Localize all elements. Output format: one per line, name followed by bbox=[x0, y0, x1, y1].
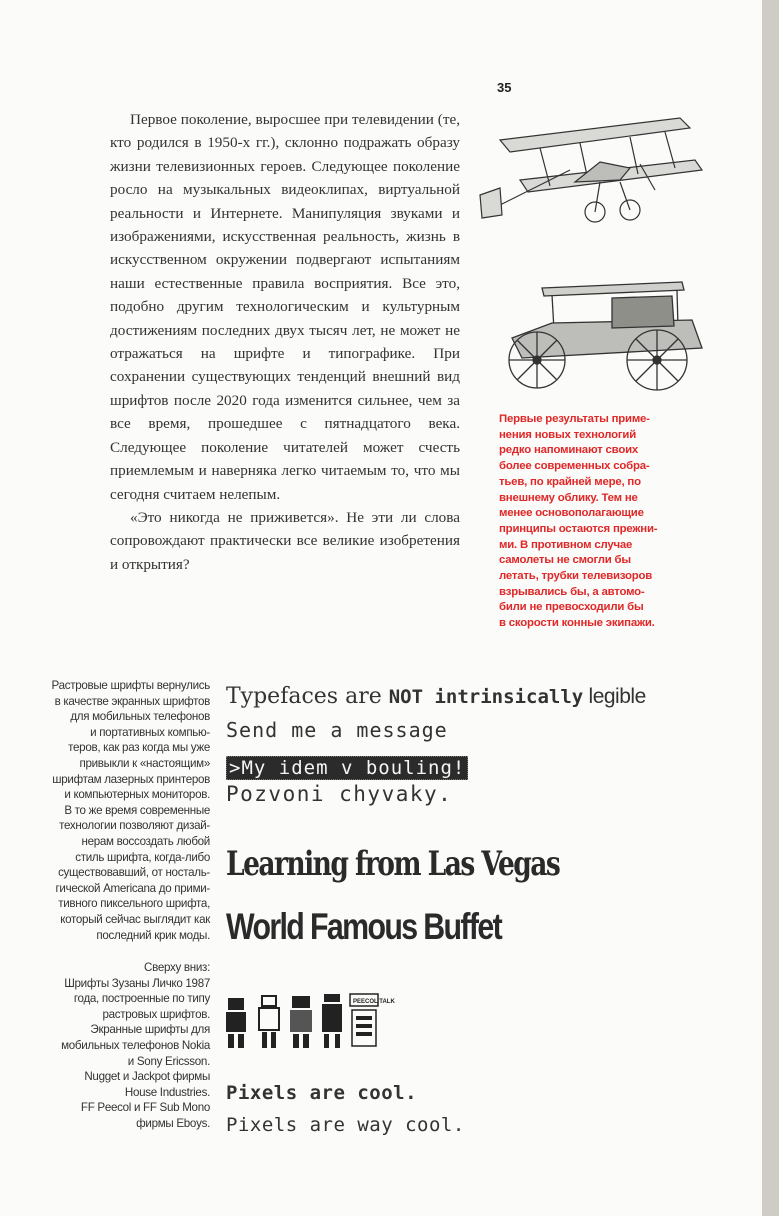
red-caption-line: внешнему облику. Тем не bbox=[499, 491, 638, 504]
caption-line: нерам воссоздать любой bbox=[81, 834, 210, 848]
red-caption-line: Первые результаты приме- bbox=[499, 413, 650, 425]
caption-line: привыкли к «настоящим» bbox=[79, 756, 210, 770]
red-caption-line: ми. В противном случае bbox=[499, 538, 633, 551]
red-caption-line: самолеты не смогли бы bbox=[499, 554, 631, 567]
bitmap-fonts-caption bbox=[20, 678, 210, 943]
body-paragraph-2: «Это никогда не приживется». Не эти ли слова сопровождают практически все великие изобретения и открытия? bbox=[110, 508, 460, 573]
page-spine-edge bbox=[762, 0, 779, 1216]
red-caption-line: взрывались бы, а автомо- bbox=[499, 585, 645, 598]
body-paragraph-1: Первое поколение, выросшее при телевидении (те, кто родился в 1950-х гг.), склонно подражать образу жизни телевизионных героев. Следующее поколение росло на музыкальных видеоклипах, виртуальной реальности и Интернете. Манипуляция звуками и изображениями, искусственная реальность, жизнь в искусственном окружении подвергают испытаниям наши естественные правила восприятия. Все это, подобно другим технологическим и культурным достижениям последних двух тысяч лет, не может не отражаться на шрифте и типографике. При сохранении существующих тенденций внешний вид шрифтов после 2020 года изменится сильнее, чем за все время, прошедшее с пятнадцатого века. Следующее поколение читателей может счесть приемлемым и наверняка легко читаемым то, что мы сегодня считаем нелепым. bbox=[110, 111, 460, 503]
red-caption-line: редко напоминают своих bbox=[499, 444, 639, 457]
caption-line: фирмы Eboys. bbox=[136, 1116, 210, 1130]
red-caption-line: более современных собра- bbox=[499, 460, 650, 473]
red-caption-line: менее основополагающие bbox=[499, 507, 644, 520]
sample-pixels-way-cool: Pixels are way cool. bbox=[226, 1114, 465, 1136]
caption-line: тивного пиксельного шрифта, bbox=[58, 897, 210, 911]
sample-text-part: legible bbox=[583, 685, 646, 708]
biplane-illustration bbox=[480, 100, 720, 240]
caption-line: и компьютерных мониторов. bbox=[64, 788, 210, 802]
typeface-credits-caption bbox=[20, 960, 210, 1132]
caption-line: и портативных компью- bbox=[90, 725, 210, 739]
antique-car-illustration bbox=[492, 268, 712, 398]
caption-line: Экранные шрифты для bbox=[90, 1023, 210, 1037]
sample-pozvoni: Pozvoni chyvaky. bbox=[226, 782, 453, 806]
caption-line: который сейчас выглядит как bbox=[60, 912, 210, 926]
sample-typefaces-legible bbox=[226, 684, 646, 709]
caption-line: года, построенные по типу bbox=[73, 992, 210, 1006]
caption-line: Сверху вниз: bbox=[144, 961, 210, 974]
caption-line: Nugget и Jackpot фирмы bbox=[84, 1070, 210, 1084]
sample-famous-buffet: World Famous Buffet bbox=[226, 906, 502, 947]
red-caption-line: били не превосходили бы bbox=[499, 601, 644, 614]
sample-inverted-bitmap: >My idem v bouling! bbox=[226, 756, 468, 780]
caption-line: растровых шрифтов. bbox=[102, 1007, 210, 1021]
caption-line: гической Americana до прими- bbox=[55, 881, 210, 895]
red-caption-line: тьев, по крайней мере, по bbox=[499, 475, 641, 488]
caption-line: стиль шрифта, когда-либо bbox=[75, 850, 210, 864]
sample-pixels-cool: Pixels are cool. bbox=[226, 1082, 418, 1104]
sample-send-message: Send me a message bbox=[226, 718, 448, 742]
red-caption-line: летать, трубки телевизоров bbox=[499, 570, 653, 583]
pixel-robots-illustration bbox=[226, 994, 395, 1050]
caption-line: Растровые шрифты вернулись bbox=[51, 679, 210, 692]
caption-line: для мобильных телефонов bbox=[70, 710, 210, 724]
sample-text-part: Typefaces are bbox=[226, 684, 389, 709]
red-caption-line: нения новых технологий bbox=[499, 428, 637, 441]
caption-line: шрифтам лазерных принтеров bbox=[52, 772, 210, 786]
red-caption bbox=[499, 412, 671, 632]
caption-line: и Sony Ericsson. bbox=[127, 1054, 210, 1068]
robot-badge-text: PEECOL TALK bbox=[353, 999, 395, 1005]
caption-line: теров, как раз когда мы уже bbox=[68, 741, 210, 755]
sample-text-part: NOT intrinsically bbox=[388, 686, 584, 708]
caption-line: существовавший, от носталь- bbox=[58, 866, 210, 880]
sample-las-vegas: Learning from Las Vegas bbox=[226, 844, 560, 884]
caption-line: в качестве экранных шрифтов bbox=[54, 694, 210, 708]
caption-line: Шрифты Зузаны Личко 1987 bbox=[64, 976, 210, 990]
red-caption-line: принципы остаются прежни- bbox=[499, 522, 658, 535]
caption-line: В то же время современные bbox=[64, 803, 210, 817]
caption-line: FF Peecol и FF Sub Mono bbox=[80, 1101, 210, 1115]
caption-line: технологии позволяют дизай- bbox=[59, 819, 210, 833]
caption-line: последний крик моды. bbox=[96, 928, 210, 942]
red-caption-line: в скорости конные экипажи. bbox=[499, 617, 655, 630]
page-number: 35 bbox=[497, 80, 512, 95]
caption-line: House Industries. bbox=[124, 1085, 210, 1099]
caption-line: мобильных телефонов Nokia bbox=[61, 1038, 210, 1052]
main-body-text bbox=[110, 108, 460, 576]
